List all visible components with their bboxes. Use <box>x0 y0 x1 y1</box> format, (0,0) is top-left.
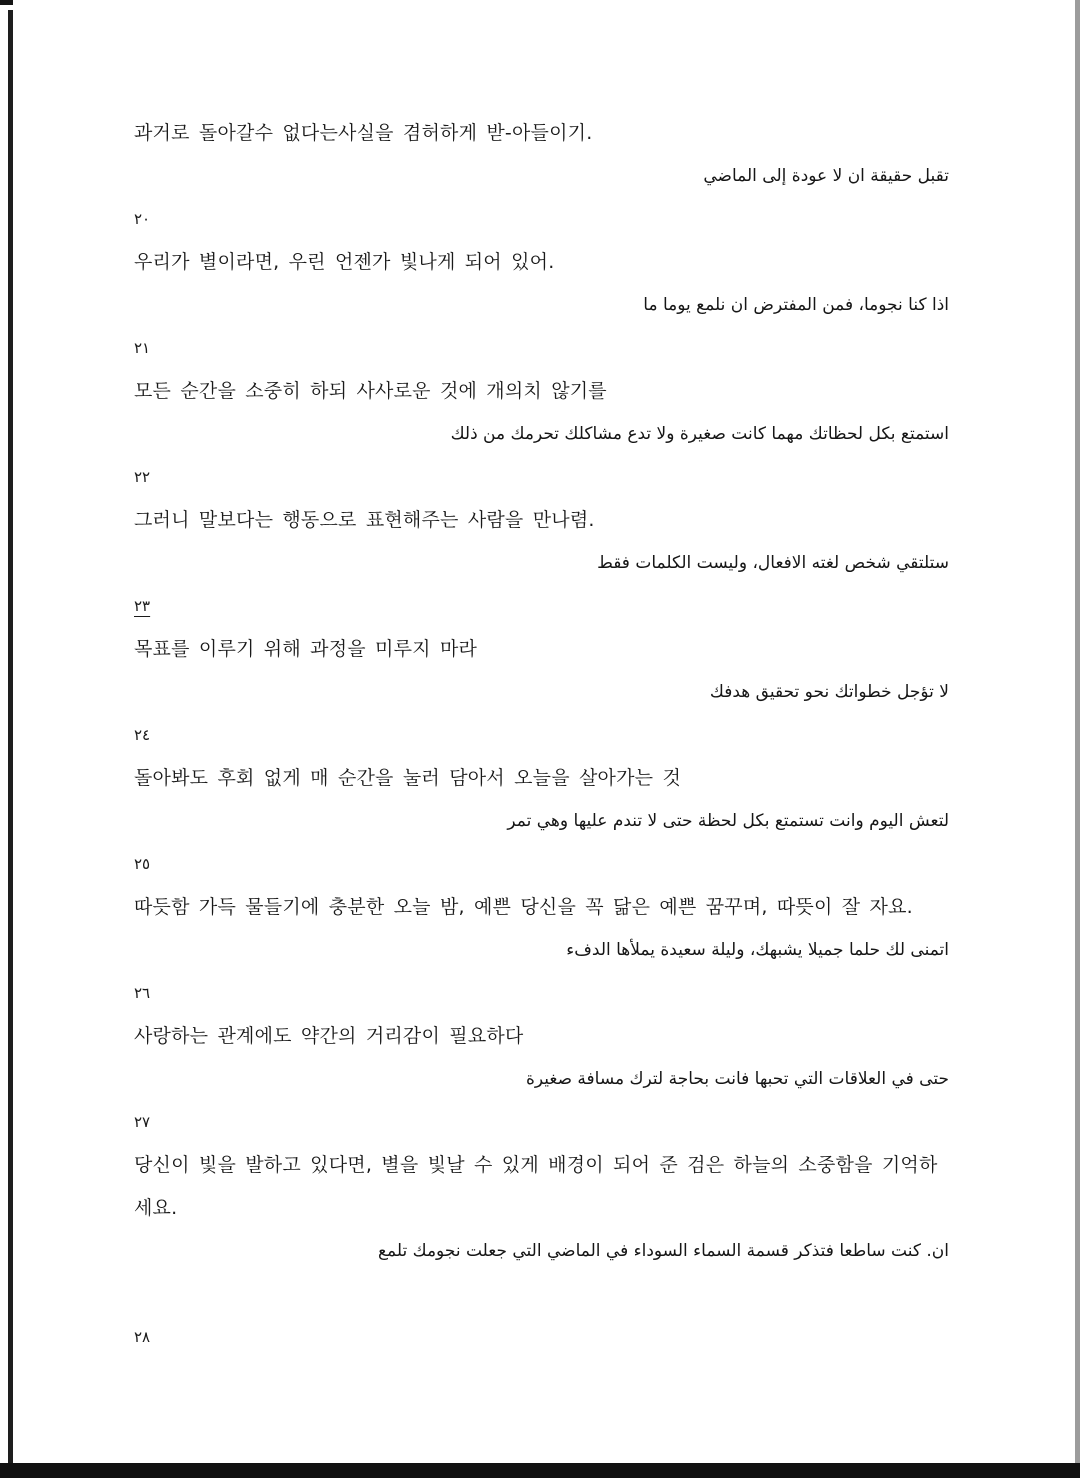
section-number-24: ٢٤ <box>134 726 151 744</box>
section-number-20: ٢٠ <box>134 210 151 228</box>
item-24-arabic-text: لا تؤجل خطواتك نحو تحقيق هدفك <box>709 682 949 702</box>
item-23-arabic-text: ستلتقي شخص لغته الافعال، وليست الكلمات فقط <box>597 553 949 573</box>
scan-border-bottom <box>0 1463 1080 1478</box>
section-number-21: ٢١ <box>134 339 151 357</box>
item-22-korean-text: 모든 순간을 소중히 하되 사사로운 것에 개의치 않기를 <box>134 380 607 402</box>
item-20-korean-text: 과거로 돌아갈수 없다는사실을 겸허하게 받-아들이기. <box>134 122 593 144</box>
item-21-korean-text: 우리가 별이라면, 우린 언젠가 빛나게 되어 있어. <box>134 251 555 273</box>
section-number-26: ٢٦ <box>134 984 151 1002</box>
item-27-korean-text: 사랑하는 관계에도 약간의 거리감이 필요하다 <box>134 1025 524 1047</box>
section-number-28: ٢٨ <box>134 1328 151 1346</box>
scan-border-right <box>1075 0 1080 1478</box>
section-number-25: ٢٥ <box>134 855 151 873</box>
item-25-korean-text: 돌아봐도 후회 없게 매 순간을 눌러 담아서 오늘을 살아가는 것 <box>134 767 682 789</box>
item-25-arabic-text: لتعش اليوم وانت تستمتع بكل لحظة حتى لا تندم عليها وهي تمر <box>507 811 949 831</box>
document-page <box>13 0 1075 1463</box>
item-26-arabic-text: اتمنى لك حلما جميلا يشبهك، وليلة سعيدة يملأها الدفء <box>566 940 949 960</box>
section-number-27: ٢٧ <box>134 1113 151 1131</box>
item-24-korean-text: 목표를 이루기 위해 과정을 미루지 마라 <box>134 638 478 660</box>
item-26-korean-text: 따듯함 가득 물들기에 충분한 오늘 밤, 예쁜 당신을 꼭 닮은 예쁜 꿈꾸며, 따뜻이 잘 자요. <box>134 896 913 918</box>
item-23-korean-text: 그러니 말보다는 행동으로 표현해주는 사람을 만나렴. <box>134 509 595 531</box>
item-28-korean-text: 당신이 빛을 발하고 있다면, 별을 빛날 수 있게 배경이 되어 준 검은 하늘의 소중함을 기억하세요. <box>134 1154 938 1219</box>
item-28-arabic-text: ان. كنت ساطعا فتذكر قسمة السماء السوداء في الماضي التي جعلت نجومك تلمع <box>377 1241 949 1261</box>
item-27-arabic-text: حتى في العلاقات التي تحبها فانت بحاجة لترك مسافة صغيرة <box>525 1069 949 1089</box>
section-number-23: ٢٣ <box>134 597 151 615</box>
item-21-arabic-text: اذا كنا نجوما، فمن المفترض ان نلمع يوما ما <box>643 295 949 315</box>
item-22-arabic-text: استمتع بكل لحظاتك مهما كانت صغيرة ولا تدع مشاكلك تحرمك من ذلك <box>450 424 949 444</box>
item-20-arabic-text: تقبل حقيقة ان لا عودة إلى الماضي <box>703 166 949 186</box>
section-number-22: ٢٢ <box>134 468 151 486</box>
